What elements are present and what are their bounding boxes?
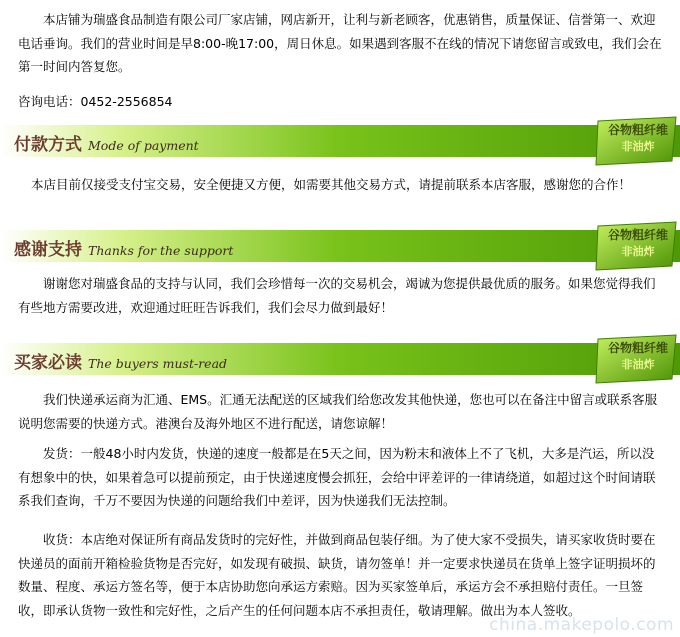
- product-badge: [602, 337, 674, 377]
- watermark: china.makepolo.com: [489, 615, 674, 635]
- buyers-subtitle: The buyers must-read: [88, 356, 228, 371]
- thanks-subtitle: Thanks for the support: [88, 243, 234, 258]
- badge-line2: 非油炸: [621, 245, 655, 258]
- product-badge: [602, 224, 674, 264]
- payment-text: 本店目前仅接受支付宝交易，安全便捷又方便，如需要其他交易方式，请提前联系本店客服，感谢您的合作！: [31, 177, 632, 192]
- payment-title: [14, 130, 199, 155]
- buyers-delivery-carriers: 我们快递承运商为汇通、EMS。汇通无法配送的区域我们给您改发其他快递，您也可以在备注中留言或联系客服说明您需要的快递方式。港澳台及海外地区不进行配送，请您谅解！: [18, 392, 658, 431]
- phone-line: 咨询电话：0452-2556854: [18, 94, 173, 109]
- badge-line2: 非油炸: [621, 140, 655, 153]
- thanks-title-text: 感谢支持: [14, 240, 82, 260]
- thanks-section-header: [0, 220, 680, 272]
- product-badge: [602, 119, 674, 159]
- badge-line2: 非油炸: [621, 358, 655, 371]
- thanks-text: 谢谢您对瑞盛食品的支持与认同，我们会珍惜每一次的交易机会，竭诚为您提供最优质的服务。如果您觉得我们有些地方需要改进，欢迎通过旺旺告诉我们，我们会尽力做到最好！: [18, 276, 656, 315]
- badge-line1: 谷物粗纤维: [607, 228, 668, 242]
- payment-subtitle: Mode of payment: [88, 138, 199, 153]
- payment-title-text: 付款方式: [14, 135, 82, 155]
- buyers-title: [14, 348, 227, 373]
- buyers-shipping-terms: 发货：一般48小时内发货，快递的速度一般都是在5天之间，因为粉末和液体上不了飞机，大多是汽运，所以没有想象中的快，如果着急可以提前预定，由于快递速度慢会抓狂，会给中评差评的一律请绕道，如超过这个时间请联系我们查询，千万不要因为快递的问题给我们中差评，因为快递我们无法控制。: [18, 446, 656, 508]
- badge-line1: 谷物粗纤维: [607, 341, 668, 355]
- buyers-section-header: [0, 333, 680, 385]
- badge-line1: 谷物粗纤维: [607, 123, 668, 137]
- intro-paragraph: 本店铺为瑞盛食品制造有限公司厂家店铺，网店新开，让利与新老顾客，优惠销售，质量保证、信誉第一、欢迎电话垂询。我们的营业时间是早8:00-晚17:00，周日休息。如果遇到客服不在线的情况下请您留言或致电，我们会在第一时间内答复您。: [18, 12, 662, 74]
- thanks-title: [14, 235, 233, 260]
- payment-section-header: [0, 115, 680, 167]
- buyers-title-text: 买家必读: [14, 353, 82, 373]
- buyers-receiving-terms: 收货：本店绝对保证所有商品发货时的完好性，并做到商品包装仔细。为了使大家不受损失，请买家收货时要在快递员的面前开箱检验货物是否完好，如发现有破损、缺货，请勿签单！并一定要求快递员在货单上签字证明损坏的数量、程度、承运方签名等，便于本店协助您向承运方索赔。因为买家签单后，承运方会不承担赔付责任。一旦签收，即承认货物一致性和完好性，之后产生的任何问题本店不承担责任，敬请理解。做出为本人签收。: [18, 532, 656, 618]
